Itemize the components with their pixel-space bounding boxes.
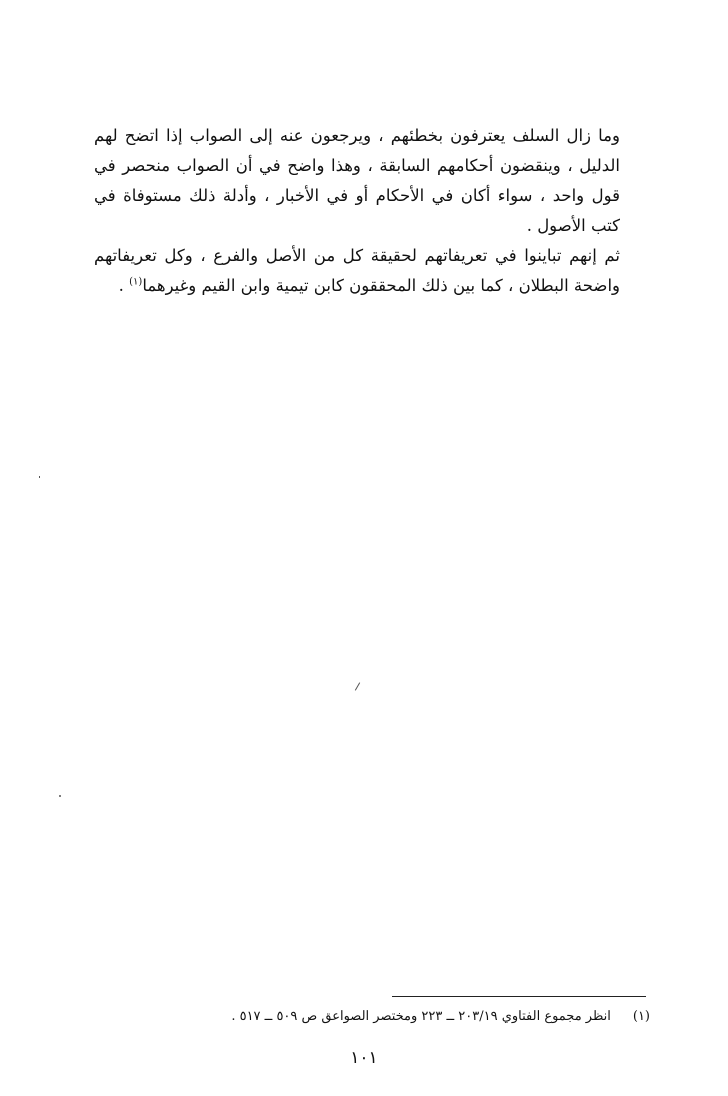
paragraph-1: وما زال السلف يعترفون بخطئهم ، ويرجعون عنه إلى الصواب إذا اتضح لهم الدليل ، وينقضون أحكامهم السابقة ، وهذا واضح في أن الصواب منحصر في قول واحد ، سواء أكان في الأحكام أو في الأخبار ، وأدلة ذلك مستوفاة في كتب الأصول . xyxy=(94,126,620,235)
scan-speck xyxy=(39,476,40,478)
footnote xyxy=(150,1006,650,1028)
paragraph-2 xyxy=(94,241,620,301)
body-text xyxy=(94,121,620,301)
footnote-separator xyxy=(392,996,646,997)
page-number: ١٠١ xyxy=(350,1048,378,1068)
scan-speck xyxy=(59,795,61,797)
paragraph-2-end: . xyxy=(118,276,130,295)
footnote-marker: (١) xyxy=(632,1009,650,1024)
paragraph-2-text: ثم إنهم تباينوا في تعريفاتهم لحقيقة كل من الأصل والفرع ، وكل تعريفاتهم واضحة البطلان ، كما بين ذلك المحققون كابن تيمية وابن القيم وغيرهما xyxy=(94,246,620,295)
footnote-reference: (١) xyxy=(129,276,143,288)
footnote-text: انظر مجموع الفتاوي ٢٠٣/١٩ ــ ٢٢٣ ومختصر الصواعق ص ٥٠٩ ــ ٥١٧ . xyxy=(231,1009,611,1024)
scan-speck xyxy=(355,682,360,690)
